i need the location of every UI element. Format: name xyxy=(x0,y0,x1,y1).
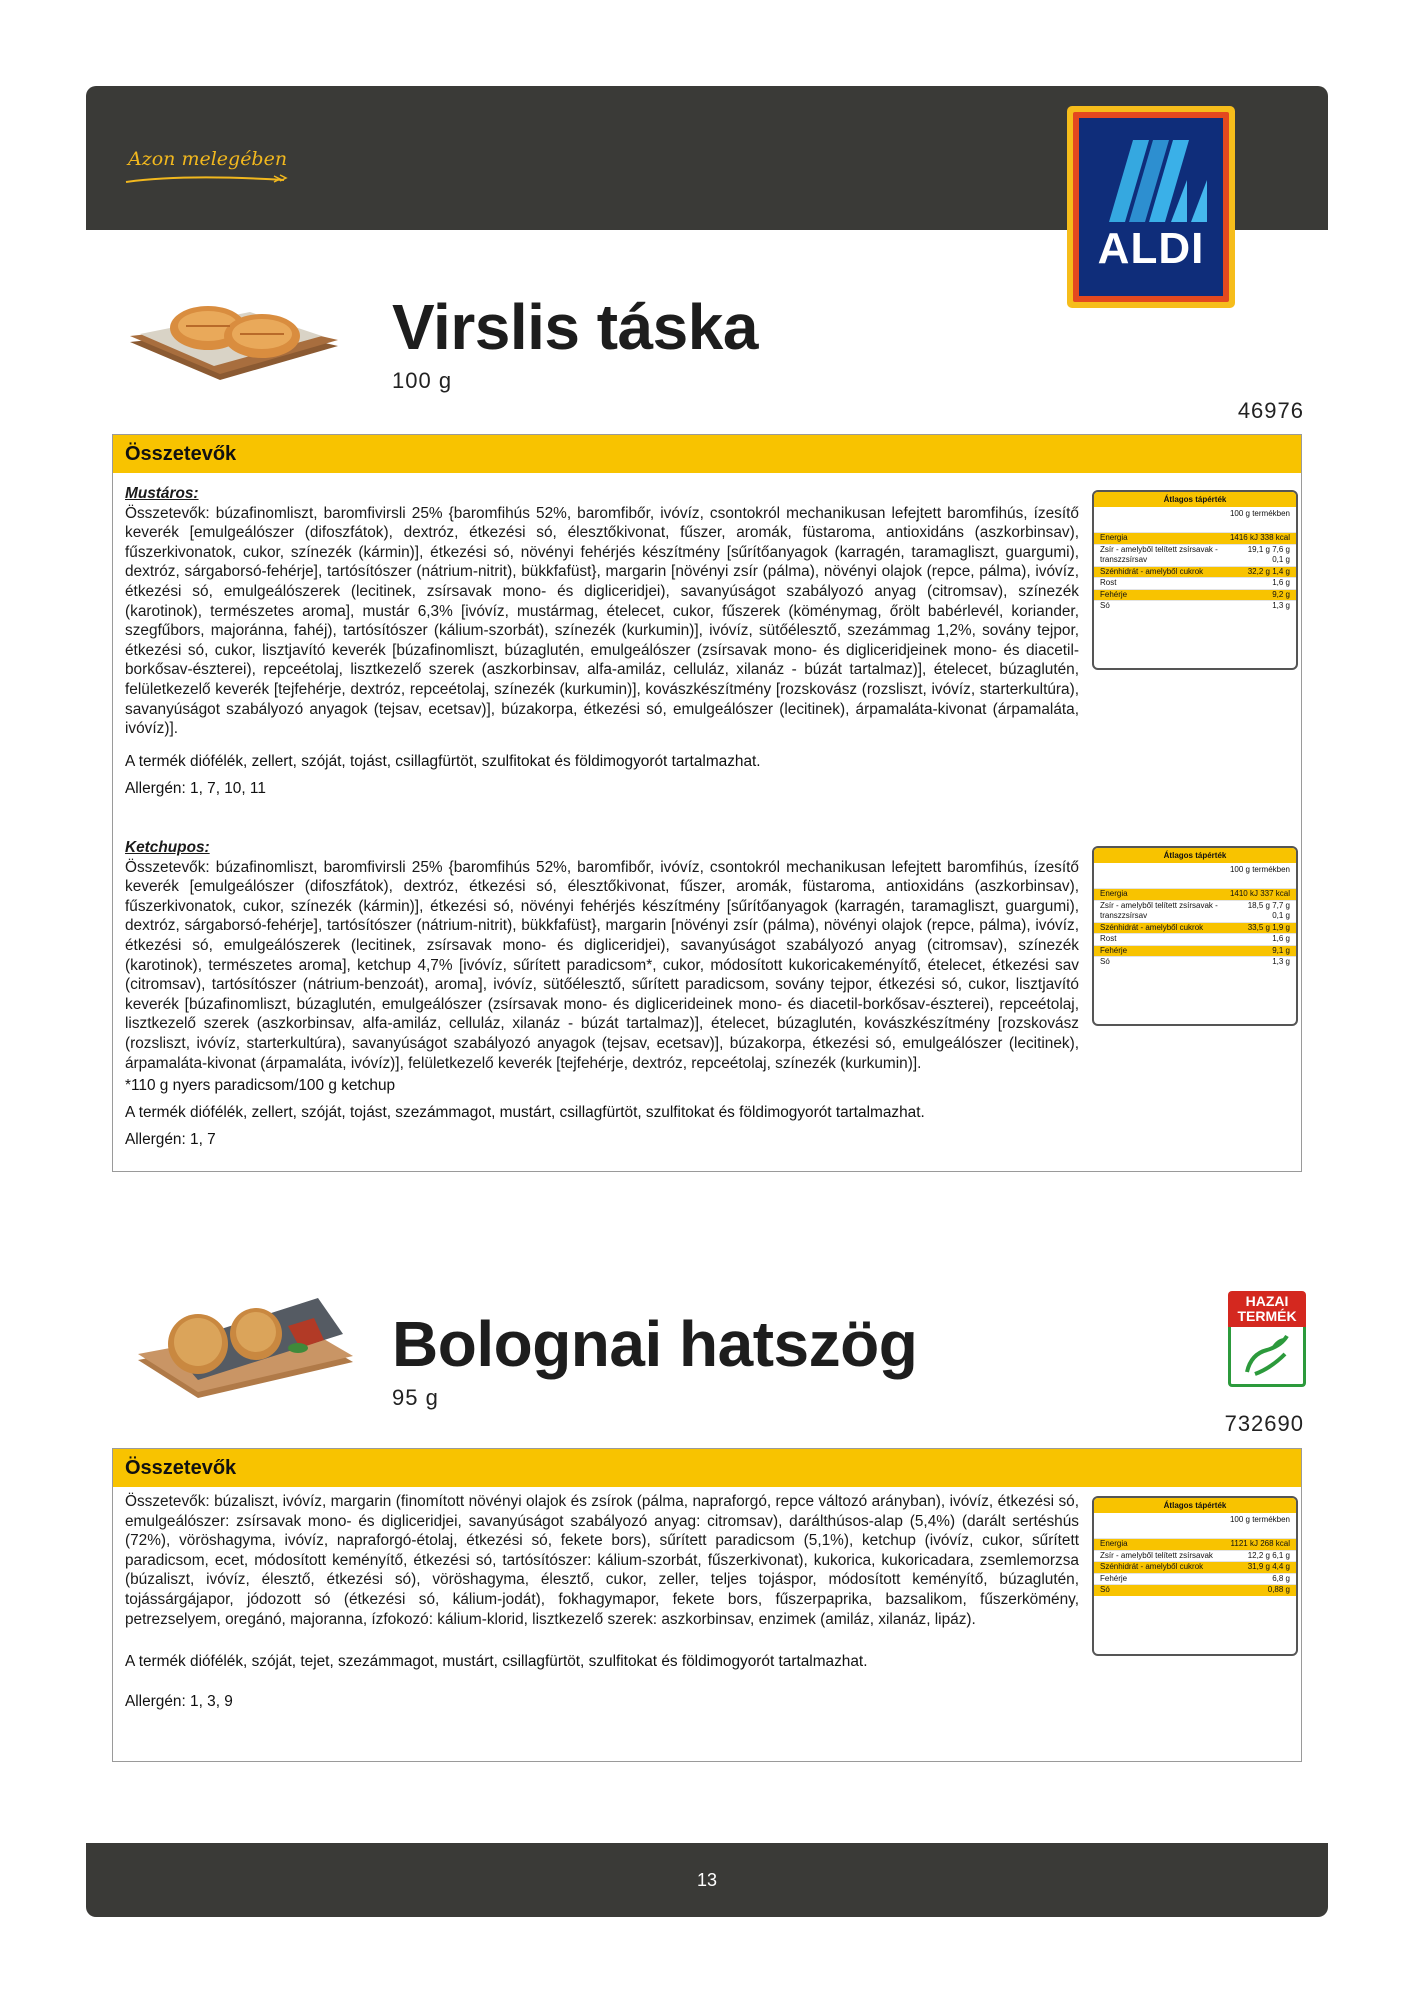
nutrition-col-header: 100 g termékben xyxy=(1229,865,1290,874)
nutrition-row: Rost 1,6 g xyxy=(1094,577,1296,589)
footer-bar xyxy=(86,1843,1328,1917)
nutrition-row: Energia 1410 kJ 337 kcal xyxy=(1094,888,1296,900)
nutrition-row: Fehérje 9,1 g xyxy=(1094,945,1296,957)
nutrition-row: Fehérje 6,8 g xyxy=(1094,1573,1296,1585)
ingredients-text-mustaros xyxy=(125,484,1079,739)
nutrition-col-header: 100 g termékben xyxy=(1229,1515,1290,1524)
hand-leaf-icon xyxy=(1241,1332,1293,1380)
nutrition-title: Átlagos tápérték xyxy=(1094,848,1296,863)
ingredients-body: Összetevők: búzafinomliszt, baromfivirsli 25% {baromfihús 52%, baromfibőr, ivóvíz, csontokról mechanikusan lefejtett baromfihús, ízesítő keverék [emulgeálószer (difoszfátok), dextróz, étkezési só, élesztőkivonat, fűszer, aromák, füstaroma, antioxidáns (aszkorbinsav), fűszerkivonatok, cukor, színezék (kármin)], étkezési só, növényi fehérjés készítmény [sűrítőanyagok (karragén, taramagliszt, guargumi), dextróz, sárgaborsó-fehérje], tartósítószer (nátrium-nitrit), bükkfafüst}, margarin [növényi zsír (pálma), növényi olajok (repce, pálma), ivóvíz, étkezési só, emulgeálószerek (lecitinek, zsírsavak mono- és digliceridjei), savanyúságot szabályozó anyag (citromsav), színezék (karotinok), természetes aroma], mustár 6,3% [ivóvíz, mustármag, ételecet, cukor, fűszerek (köménymag, őrölt babérlevél, koriander, szegfűbors, majoránna, fahéj), tartósítószer (kálium-szorbát), színezék (kurkumin)], ivóvíz, sütőélesztő, szezámmag 1,2%, sovány tejpor, étkezési só, cukor, lisztjavító keverék [búzafinomliszt, búzaglutén, emulgeálószer (zsírsavak mono- és digliceridjeinek mono- és diacetil-borkősav-észterei), repceétolaj, lisztkezelő szerek (aszkorbinsav, alfa-amiláz, celluláz, xilanáz - búzát tartalmaz)], ételecet, búzaglutén, felületkezelő keverék [tejfehérje, dextróz, repceétolaj, színezék (kurkumin)], kovászkészítmény [rozskovász (rozsliszt, ivóvíz, starterkultúra), savanyúságot szabályozó anyagok (tejsav, ecetsav)], búzakorpa, étkezési só, emulgeálószer (lecitinek), árpamaláta-kivonat (árpamaláta, ivóvíz)]. xyxy=(125,504,1079,738)
nutrition-row: Szénhidrát - amelyből cukrok 31,9 g 4,4 g xyxy=(1094,1561,1296,1573)
ingredients-body: Összetevők: búzafinomliszt, baromfivirsli 25% {baromfihús 52%, baromfibőr, ivóvíz, csontokról mechanikusan lefejtett baromfihús, ízesítő keverék [emulgeálószer (difoszfátok), dextróz, étkezési só, élesztőkivonat, fűszer, aromák, füstaroma, antioxidáns (aszkorbinsav), fűszerkivonatok, cukor, színezék (kármin)], étkezési só, növényi fehérjés készítmény [sűrítőanyagok (karragén, taramagliszt, guargumi), dextróz, sárgaborsó-fehérje], tartósítószer (nátrium-nitrit), bükkfafüst}, margarin [növényi zsír (pálma), növényi olajok (repce, pálma), ivóvíz, étkezési só, emulgeálószerek (lecitinek, zsírsavak mono- és digliceridjei), savanyúságot szabályozó anyag (citromsav), színezék (karotinok), természetes aroma], ketchup 4,7% [ivóvíz, sűrített paradicsom*, cukor, módosított kukoricakeményítő, ételecet, étkezési sav (citromsav), tartósítószer (nátrium-benzoát), aroma], ivóvíz, sütőélesztő, sűrített paradicsom, sovány tejpor, étkezési só, cukor, lisztjavító keverék [búzafinomliszt, búzaglutén, emulgeálószer (zsírsavak mono- és diglicerideinek mono- és diacetil-borkősav-észterei), repceétolaj, lisztkezelő szerek (aszkorbinsav, alfa-amiláz, celluláz, xilanáz - búzát tartalmaz)], ételecet, búzaglutén, kovászkészítmény [rozskovász (rozsliszt, ivóvíz, starterkultúra), savanyúságot szabályozó anyagok (tejsav, ecetsav)], búzakorpa, étkezési só, emulgeálószer (lecitinek), árpamaláta-kivonat (árpamaláta, ivóvíz)], felületkezelő keverék [tejfehérje, dextróz, repceétolaj, színezék (kurkumin)]. xyxy=(125,858,1079,1072)
aldi-logo-text: ALDI xyxy=(1097,224,1205,273)
brand-tagline: Azon melegében xyxy=(128,148,288,170)
nutrition-row: Szénhidrát - amelyből cukrok 32,2 g 1,4 g xyxy=(1094,566,1296,578)
nutrition-title: Átlagos tápérték xyxy=(1094,492,1296,507)
nutrition-title: Átlagos tápérték xyxy=(1094,1498,1296,1513)
nutrition-row: Zsír - amelyből telített zsírsavak - transzzsírsav 19,1 g 7,6 g 0,1 g xyxy=(1094,544,1296,566)
hazai-termek-badge xyxy=(1228,1291,1306,1389)
nutrition-table xyxy=(1092,1496,1298,1656)
nutrition-row: Energia 1416 kJ 338 kcal xyxy=(1094,532,1296,544)
nutrition-table xyxy=(1092,490,1298,670)
allergen-note: Allergén: 1, 7 xyxy=(125,1131,216,1148)
allergen-note: Allergén: 1, 7, 10, 11 xyxy=(125,780,266,797)
variant-title: Mustáros: xyxy=(125,485,199,502)
virslis-taska-photo xyxy=(110,286,342,392)
section-header: Összetevők xyxy=(113,1449,1301,1487)
footnote: *110 g nyers paradicsom/100 g ketchup xyxy=(125,1077,396,1094)
variant-title: Ketchupos: xyxy=(125,839,210,856)
nutrition-table xyxy=(1092,846,1298,1026)
ingredients-text-ketchupos xyxy=(125,838,1079,1073)
nutrition-col-header: 100 g termékben xyxy=(1229,509,1290,518)
aldi-logo xyxy=(1067,106,1235,308)
page-number: 13 xyxy=(696,1870,718,1890)
nutrition-row: Szénhidrát - amelyből cukrok 33,5 g 1,9 g xyxy=(1094,922,1296,934)
nutrition-row: Só 1,3 g xyxy=(1094,600,1296,612)
aldi-stripes-icon xyxy=(1101,140,1211,222)
badge-line: HAZAI xyxy=(1245,1293,1289,1309)
wheat-icon xyxy=(124,172,294,186)
may-contain-note: A termék diófélék, zellert, szóját, tojást, csillagfürtöt, szulfitokat és földimogyorót tartalmazhat. xyxy=(125,753,761,770)
nutrition-row: Só 0,88 g xyxy=(1094,1584,1296,1596)
allergen-note: Allergén: 1, 3, 9 xyxy=(125,1693,233,1710)
may-contain-note: A termék diófélék, zellert, szóját, tojást, szezámmagot, mustárt, csillagfürtöt, szulfitokat és földimogyorót tartalmazhat. xyxy=(125,1104,925,1121)
ingredients-text: Összetevők: búzaliszt, ivóvíz, margarin (finomított növényi olajok és zsírok (pálma, napraforgó, repce változó arányban), ivóvíz, étkezési só, emulgeálószer: zsírsavak mono- és digliceridjei, savanyúságot szabályozó anyag: citromsav), darálthúsos-alap (5,4%) (darált sertéshús (72%), vöröshagyma, ivóvíz, napraforgó-étolaj, étkezési só, fekete bors), sűrített paradicsom (5,1%), ketchup (ivóvíz, cukor, sűrített paradicsom, ecet, módosított keményítő, étkezési só, tartósítószer: kálium-szorbát, fűszerkivonat), kukorica, kukoricadara, zsemlemorzsa (búzaliszt, ivóvíz, élesztő, étkezési só), vöröshagyma, élesztő, cukor, zeller, teljes tojáspor, módosított keményítő, búzaglutén, tojássárgájapor, jódozott só (étkezési só, kálium-jodát), fokhagymapor, fekete bors, fűszerpaprika, bazsalikom, fűszerkömény, petrezselyem, oregánó, majoranna, ízfokozó: kálium-klorid, lisztkezelő szerek: aszkorbinsav, enzimek (amiláz, xilanáz, lipáz). xyxy=(125,1493,1079,1628)
nutrition-row: Energia 1121 kJ 268 kcal xyxy=(1094,1538,1296,1550)
product-weight: 100 g xyxy=(392,368,453,393)
section-header: Összetevők xyxy=(113,435,1301,473)
nutrition-row: Zsír - amelyből telített zsírsavak 12,2 g 6,1 g xyxy=(1094,1550,1296,1562)
may-contain-note: A termék diófélék, szóját, tejet, szezámmagot, mustárt, csillagfürtöt, szulfitokat és földimogyorót tartalmazhat. xyxy=(125,1653,868,1670)
product-weight: 95 g xyxy=(392,1385,439,1410)
nutrition-row: Rost 1,6 g xyxy=(1094,933,1296,945)
nutrition-row: Zsír - amelyből telített zsírsavak - transzzsírsav 18,5 g 7,7 g 0,1 g xyxy=(1094,900,1296,922)
nutrition-row: Fehérje 9,2 g xyxy=(1094,589,1296,601)
product-title: Virslis táska xyxy=(392,291,758,363)
product-code: 46976 xyxy=(1237,398,1304,423)
product-code: 732690 xyxy=(1224,1411,1304,1436)
nutrition-row: Só 1,3 g xyxy=(1094,956,1296,968)
badge-line: TERMÉK xyxy=(1237,1308,1297,1324)
bolognai-hatszog-photo xyxy=(128,1290,358,1402)
product-title: Bolognai hatszög xyxy=(392,1308,918,1380)
